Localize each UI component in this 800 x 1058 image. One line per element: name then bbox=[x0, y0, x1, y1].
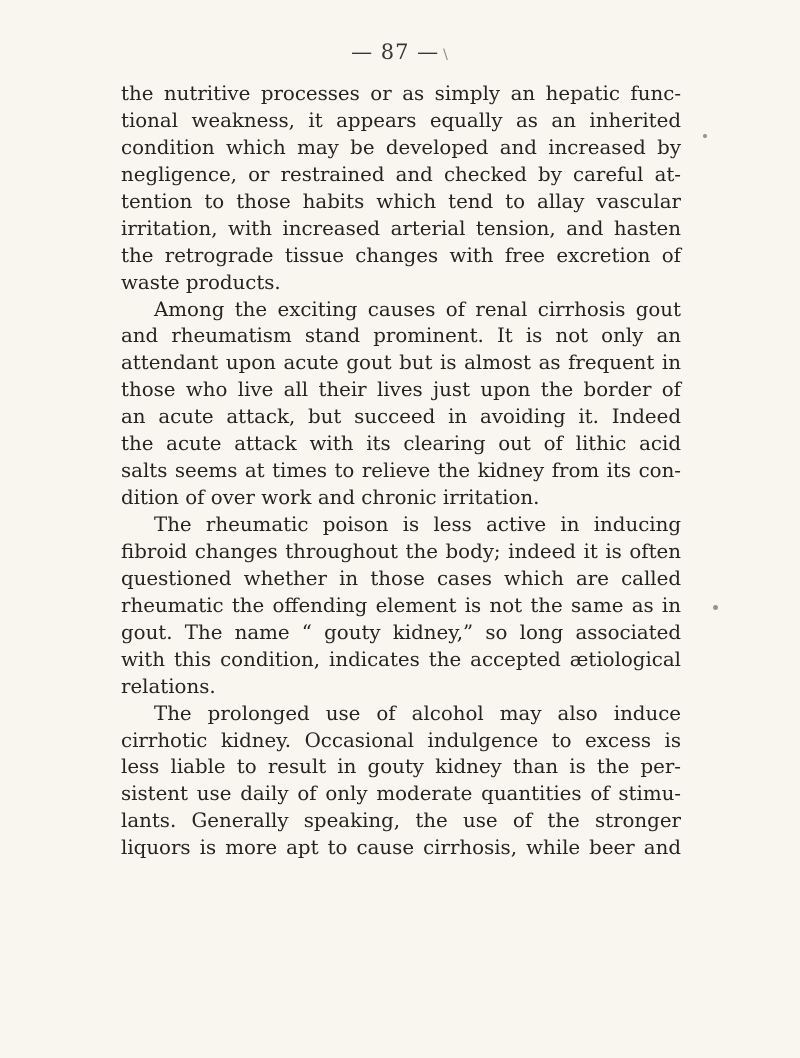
text-line: with this condition, indicates the accepted ætiological bbox=[121, 647, 681, 671]
text-line: tional weakness, it appears equally as an inherited bbox=[121, 108, 681, 132]
text-line: the retrograde tissue changes with free excretion of bbox=[121, 243, 681, 267]
text-line: salts seems at times to relieve the kidney from its con- bbox=[121, 459, 681, 483]
paper-speck bbox=[713, 605, 718, 610]
body-text bbox=[121, 81, 681, 862]
text-line: cirrhotic kidney. Occasional indulgence to excess is bbox=[121, 728, 681, 752]
text-line: sistent use daily of only moderate quantities of stimu- bbox=[121, 782, 681, 806]
text-line: attendant upon acute gout but is almost as frequent in bbox=[121, 351, 681, 375]
text-line: gout. The name “ gouty kidney,” so long associated bbox=[121, 620, 681, 644]
text-line: questioned whether in those cases which are called bbox=[121, 566, 681, 590]
page-number: — 87 — bbox=[351, 40, 440, 64]
paper-speck bbox=[703, 134, 707, 138]
text-line: those who live all their lives just upon the border of bbox=[121, 378, 681, 402]
text-line: relations. bbox=[121, 674, 216, 698]
text-line: lants. Generally speaking, the use of the stronger bbox=[121, 809, 681, 833]
text-line: irritation, with increased arterial tension, and hasten bbox=[121, 216, 681, 240]
text-line: negligence, or restrained and checked by careful at- bbox=[121, 162, 681, 186]
text-line: less liable to result in gouty kidney than is the per- bbox=[121, 755, 681, 779]
text-line: fibroid changes throughout the body; indeed it is often bbox=[121, 539, 681, 563]
text-line: the nutritive processes or as simply an hepatic func- bbox=[121, 82, 681, 105]
text-line: rheumatic the offending element is not the same as in bbox=[121, 593, 681, 617]
text-line: and rheumatism stand prominent. It is not only an bbox=[121, 324, 681, 348]
text-line: The rheumatic poison is less active in inducing bbox=[154, 513, 681, 536]
text-line: The prolonged use of alcohol may also induce bbox=[154, 701, 681, 725]
text-line: liquors is more apt to cause cirrhosis, while beer and bbox=[121, 836, 681, 860]
page-number-mark: \ bbox=[443, 47, 449, 63]
text-line: dition of over work and chronic irritation. bbox=[121, 486, 540, 510]
text-line: tention to those habits which tend to allay vascular bbox=[121, 189, 681, 213]
text-line: Among the exciting causes of renal cirrhosis gout bbox=[154, 297, 681, 321]
page-number-header bbox=[0, 40, 800, 64]
text-line: condition which may be developed and increased by bbox=[121, 135, 681, 159]
text-line: the acute attack with its clearing out of lithic acid bbox=[121, 432, 681, 456]
text-line: waste products. bbox=[121, 270, 281, 294]
text-line: an acute attack, but succeed in avoiding it. Indeed bbox=[121, 405, 681, 429]
